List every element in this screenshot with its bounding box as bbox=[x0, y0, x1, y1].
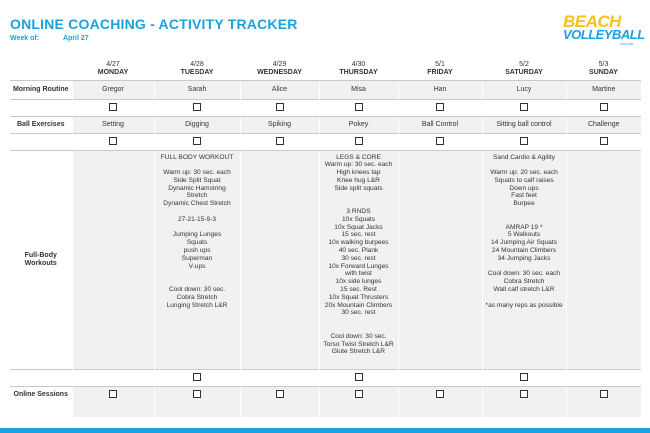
workout-wed bbox=[240, 150, 319, 369]
date-label: 5/1 bbox=[435, 60, 445, 68]
checkbox[interactable] bbox=[355, 103, 363, 111]
header-row bbox=[10, 58, 641, 80]
checkbox[interactable] bbox=[355, 390, 363, 398]
row-label-morning-routine: Morning Routine bbox=[10, 80, 72, 99]
workout-sun bbox=[566, 150, 641, 369]
day-label: THURSDAY bbox=[339, 68, 378, 76]
row-label-ball-exercises: Ball Exercises bbox=[10, 116, 72, 133]
week-value: April 27 bbox=[63, 35, 89, 42]
morning-routine-mon: Gregor bbox=[72, 80, 154, 99]
day-header-tue bbox=[154, 58, 240, 80]
morning-routine-wed: Alice bbox=[240, 80, 319, 99]
day-label: WEDNESDAY bbox=[257, 68, 302, 76]
checkbox[interactable] bbox=[355, 373, 363, 381]
morning-routine-check-row bbox=[10, 99, 641, 116]
row-label-online-sessions: Online Sessions bbox=[10, 386, 72, 403]
checkbox[interactable] bbox=[109, 103, 117, 111]
checkbox[interactable] bbox=[109, 137, 117, 145]
checkbox[interactable] bbox=[520, 103, 528, 111]
week-of bbox=[10, 35, 89, 42]
checkbox[interactable] bbox=[436, 103, 444, 111]
workout-sat: Sand Cardio & Agility Warm up: 20 sec. each Squats to calf raises Down ups Fast feet Burpee AMRAP 19 * 5 Walkouts 14 Jumping Air Squats 24 Mountain Climbers 34 Jumping Jacks Cool down: 30 sec. each Cobra Stretch Wall calf stretch L&R *as many reps as possible bbox=[482, 150, 566, 369]
full-body-workouts-row bbox=[10, 150, 641, 369]
workout-mon bbox=[72, 150, 154, 369]
ball-exercises-thu: Pokey bbox=[319, 116, 398, 133]
logo-line2: VOLLEYBALL bbox=[563, 27, 645, 42]
day-header-fri bbox=[398, 58, 482, 80]
checkbox[interactable] bbox=[193, 373, 201, 381]
ball-exercises-check-row bbox=[10, 133, 641, 150]
checkbox[interactable] bbox=[276, 103, 284, 111]
checkbox[interactable] bbox=[600, 103, 608, 111]
checkbox[interactable] bbox=[600, 390, 608, 398]
ball-exercises-wed: Spiking bbox=[240, 116, 319, 133]
morning-routine-sat: Lucy bbox=[482, 80, 566, 99]
morning-routine-fri: Han bbox=[398, 80, 482, 99]
online-sessions-row bbox=[10, 386, 641, 403]
day-label: TUESDAY bbox=[180, 68, 214, 76]
date-label: 5/3 bbox=[598, 60, 609, 68]
row-label-full-body-workouts: Full-Body Workouts bbox=[10, 150, 72, 369]
checkbox[interactable] bbox=[355, 137, 363, 145]
date-label: 4/29 bbox=[272, 60, 287, 68]
day-label: SUNDAY bbox=[589, 68, 618, 76]
ball-exercises-sat: Sitting ball control bbox=[482, 116, 566, 133]
morning-routine-row bbox=[10, 80, 641, 99]
day-header-mon bbox=[72, 58, 154, 80]
morning-routine-thu: Misa bbox=[319, 80, 398, 99]
date-label: 4/28 bbox=[190, 60, 204, 68]
ball-exercises-tue: Digging bbox=[154, 116, 240, 133]
day-header-sat bbox=[482, 58, 566, 80]
day-header-sun bbox=[566, 58, 641, 80]
page-title: ONLINE COACHING - ACTIVITY TRACKER bbox=[10, 16, 298, 32]
ball-exercises-fri: Ball Control bbox=[398, 116, 482, 133]
checkbox[interactable] bbox=[600, 137, 608, 145]
workout-thu: LEGS & CORE Warm up: 30 sec. each High knees tap Knee hug L&R Side split squats 3 RNDS 10x Squats 10x Squat Jacks 15 sec. rest 10x walking burpees 40 sec. Plank 30 sec. rest 10x Forward Lunges with twist 10x side lunges 15 sec. Rest 10x Squat Thrusters 20x Mountain Climbers 30 sec. rest Cool down: 30 sec. Torso Twist Stretch L&R Glute Stretch L&R bbox=[319, 150, 398, 369]
logo-line1: BEACH bbox=[563, 12, 621, 31]
checkbox[interactable] bbox=[520, 373, 528, 381]
ball-exercises-row bbox=[10, 116, 641, 133]
checkbox[interactable] bbox=[436, 390, 444, 398]
checkbox[interactable] bbox=[436, 137, 444, 145]
morning-routine-tue: Sarah bbox=[154, 80, 240, 99]
checkbox[interactable] bbox=[109, 390, 117, 398]
week-label: Week of: bbox=[10, 35, 40, 42]
workout-tue: FULL BODY WORKOUT Warm up: 30 sec. each Side Split Squat Dynamic Hamstring Stretch Dynamic Chest Stretch 27-21-15-9-3 Jumping Lunges Squats push ups Superman V-ups Cool down: 30 sec. Cobra Stretch Lunging Stretch L&R bbox=[154, 150, 240, 369]
beach-volleyball-logo bbox=[561, 12, 645, 46]
checkbox[interactable] bbox=[276, 390, 284, 398]
morning-routine-sun: Martine bbox=[566, 80, 641, 99]
day-label: SATURDAY bbox=[505, 68, 543, 76]
corner-cell bbox=[10, 58, 72, 80]
checkbox[interactable] bbox=[520, 137, 528, 145]
footer-accent-bar bbox=[0, 428, 650, 433]
date-label: 5/2 bbox=[519, 60, 529, 68]
checkbox[interactable] bbox=[193, 103, 201, 111]
ball-exercises-sun: Challenge bbox=[566, 116, 641, 133]
checkbox[interactable] bbox=[520, 390, 528, 398]
online-sessions-spacer-row bbox=[10, 403, 641, 417]
day-label: MONDAY bbox=[97, 68, 129, 76]
checkbox[interactable] bbox=[276, 137, 284, 145]
day-label: FRIDAY bbox=[427, 68, 453, 76]
checkbox[interactable] bbox=[193, 390, 201, 398]
checkbox[interactable] bbox=[193, 137, 201, 145]
date-label: 4/27 bbox=[106, 60, 120, 68]
day-header-wed bbox=[240, 58, 319, 80]
activity-tracker-table bbox=[10, 58, 641, 417]
ball-exercises-mon: Setting bbox=[72, 116, 154, 133]
workout-fri bbox=[398, 150, 482, 369]
logo-line3: .com.au bbox=[619, 41, 634, 46]
date-label: 4/30 bbox=[351, 60, 366, 68]
full-body-check-row bbox=[10, 369, 641, 386]
day-header-thu bbox=[319, 58, 398, 80]
